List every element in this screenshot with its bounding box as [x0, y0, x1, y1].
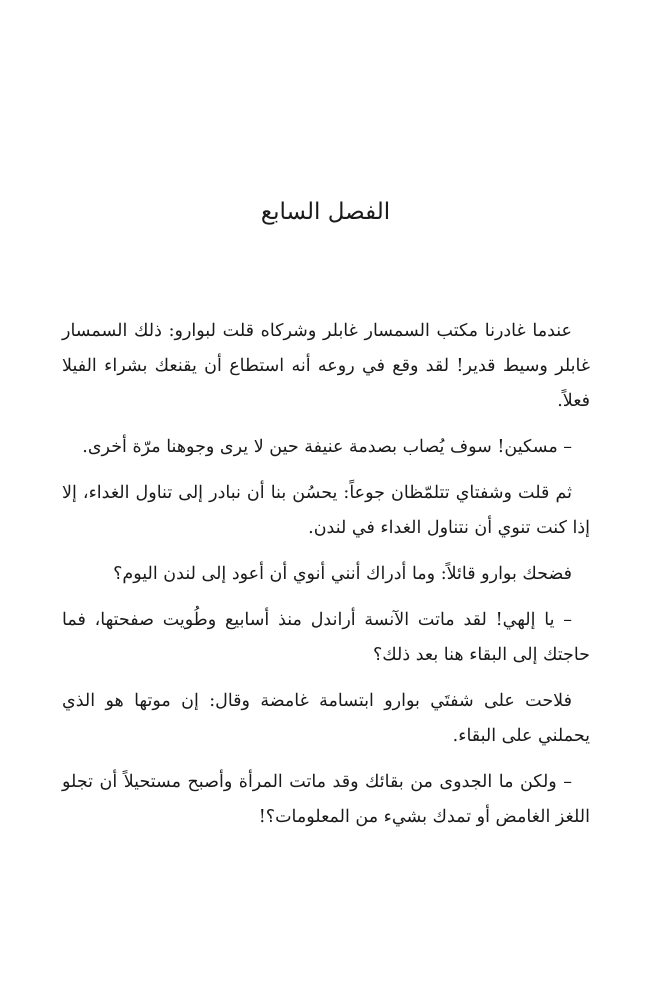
- chapter-title: الفصل السابع: [260, 199, 391, 225]
- paragraph-5: – يا إلهي! لقد ماتت الآنسة أراندل منذ أسابيع وطُويت صفحتها، فما حاجتك إلى البقاء هنا بعد ذلك؟: [62, 610, 590, 665]
- paragraph-6: فلاحت على شفتَي بوارو ابتسامة غامضة وقال: إن موتها هو الذي يحملني على البقاء.: [62, 691, 590, 746]
- paragraph-1: عندما غادرنا مكتب السمسار غابلر وشركاه قلت لبوارو: ذلك السمسار غابلر وسيط قدير! لقد وقع في روعه أنه استطاع أن يقنعك بشراء الفيلا فعلاً.: [62, 321, 590, 411]
- paragraph-2: – مسكين! سوف يُصاب بصدمة عنيفة حين لا يرى وجوهنا مرّة أخرى.: [82, 437, 572, 457]
- paragraph-3: ثم قلت وشفتاي تتلمّظان جوعاً: يحسُن بنا أن نبادر إلى تناول الغداء، إلا إذا كنت تنوي أن نتناول الغداء في لندن.: [62, 483, 590, 538]
- paragraph-7: – ولكن ما الجدوى من بقائك وقد ماتت المرأة وأصبح مستحيلاً أن تجلو اللغز الغامض أو تمدك بشيء من المعلومات؟!: [62, 772, 590, 827]
- chapter-body: [62, 314, 590, 846]
- paragraph-4: فضحك بوارو قائلاً: وما أدراك أنني أنوي أن أعود إلى لندن اليوم؟: [113, 564, 572, 584]
